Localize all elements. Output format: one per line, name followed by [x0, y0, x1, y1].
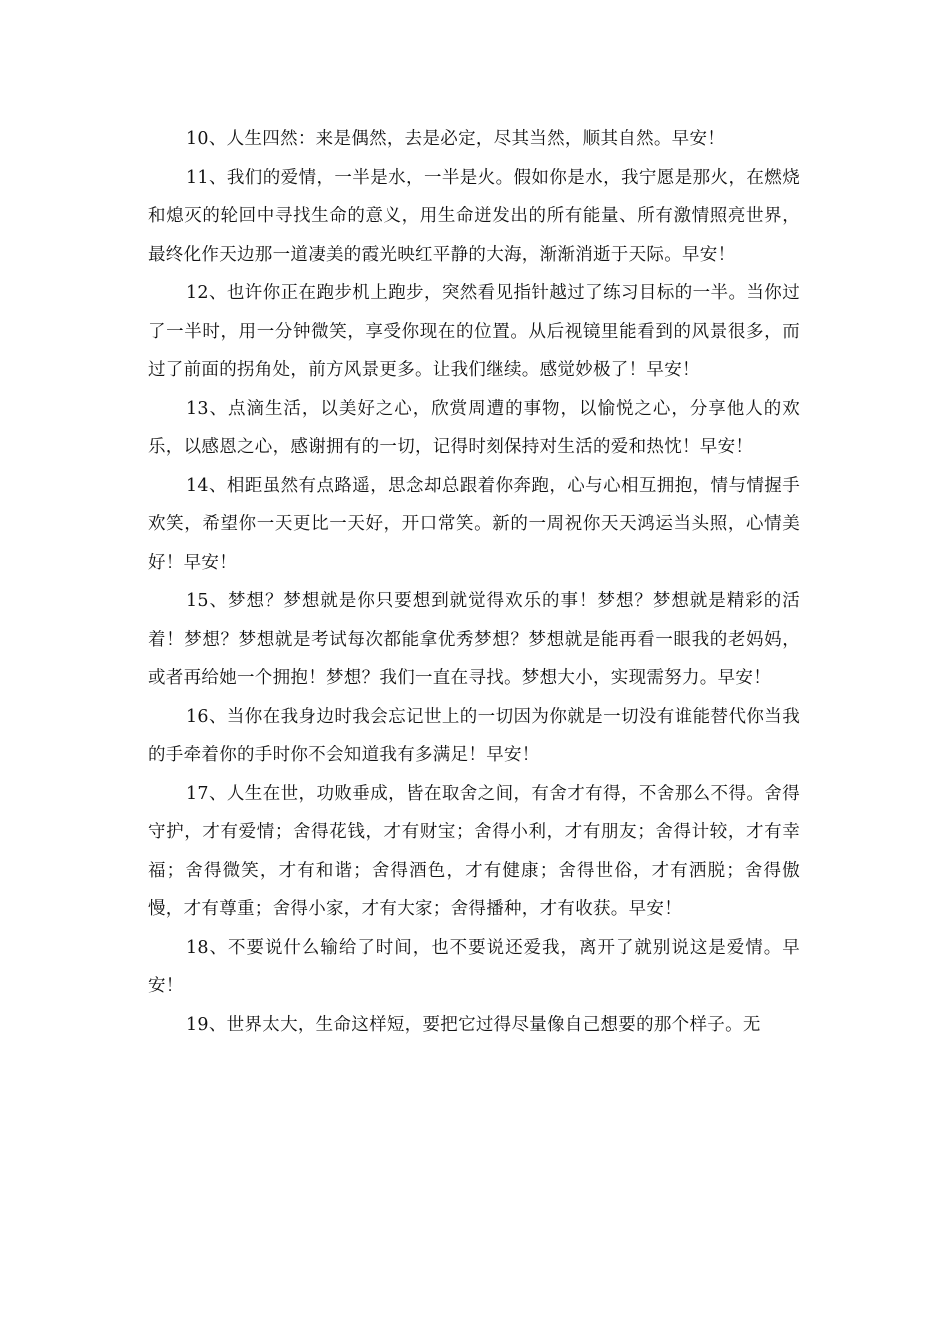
paragraph-10: 10、人生四然：来是偶然，去是必定，尽其当然，顺其自然。早安！ — [186, 129, 726, 149]
paragraph-15: 15、梦想？梦想就是你只要想到就觉得欢乐的事！梦想？梦想就是精彩的活着！梦想？梦想就是考试每次都能拿优秀梦想？梦想就是能再看一眼我的老妈妈，或者再给她一个拥抱！梦想？我们一直在寻找。梦想大小，实现需努力。早安！ — [148, 591, 800, 688]
paragraph-13: 13、点滴生活，以美好之心，欣赏周遭的事物，以愉悦之心，分享他人的欢乐，以感恩之心，感谢拥有的一切，记得时刻保持对生活的爱和热忱！早安！ — [148, 398, 800, 457]
paragraph-14: 14、相距虽然有点路遥，思念却总跟着你奔跑，心与心相互拥抱，情与情握手欢笑，希望你一天更比一天好，开口常笑。新的一周祝你天天鸿运当头照，心情美好！早安！ — [148, 475, 800, 573]
document-body — [148, 120, 800, 1044]
paragraph-19: 19、世界太大，生命这样短，要把它过得尽量像自己想要的那个样子。无 — [186, 1014, 761, 1035]
paragraph-11: 11、我们的爱情，一半是水，一半是火。假如你是水，我宁愿是那火，在燃烧和熄灭的轮回中寻找生命的意义，用生命迸发出的所有能量、所有激情照亮世界，最终化作天边那一道凄美的霞光映红平静的大海，渐渐消逝于天际。早安！ — [148, 167, 800, 265]
paragraph-18: 18、不要说什么输给了时间，也不要说还爱我，离开了就别说这是爱情。早安！ — [148, 937, 800, 996]
paragraph-17: 17、人生在世，功败垂成，皆在取舍之间，有舍才有得，不舍那么不得。舍得守护，才有爱情；舍得花钱，才有财宝；舍得小利，才有朋友；舍得计较，才有幸福；舍得微笑，才有和谐；舍得酒色，才有健康；舍得世俗，才有洒脱；舍得傲慢，才有尊重；舍得小家，才有大家；舍得播种，才有收获。早安！ — [148, 783, 800, 919]
paragraph-12: 12、也许你正在跑步机上跑步，突然看见指针越过了练习目标的一半。当你过了一半时，用一分钟微笑，享受你现在的位置。从后视镜里能看到的风景很多，而过了前面的拐角处，前方风景更多。让我们继续。感觉妙极了！早安！ — [148, 283, 800, 380]
paragraph-16: 16、当你在我身边时我会忘记世上的一切因为你就是一切没有谁能替代你当我的手牵着你的手时你不会知道我有多满足！早安！ — [148, 706, 800, 765]
